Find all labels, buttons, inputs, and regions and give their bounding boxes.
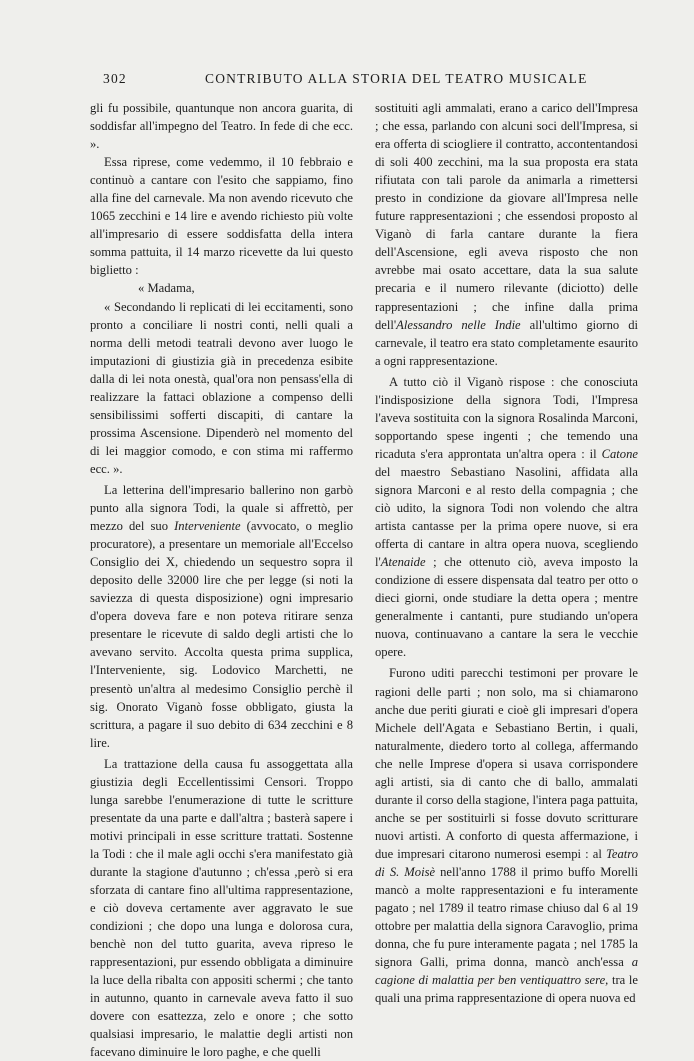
page-header [97,71,645,91]
italic-title: Catone [601,446,638,461]
italic-term: Teatro di S. Moisè [375,846,638,879]
paragraph: Essa riprese, come vedemmo, il 10 febbraio e continuò a cantare con l'esito che sappiamo, fino alla fine del carnevale. Ma non avendo ricevuto che 1065 zecchini e 14 lire e avendo richiesto più volte all'impresario di essere soddisfatta della intera somma pattuita, il 14 marzo ricevette da lui questo biglietto : [90,155,353,278]
paragraph: La letterina dell'impresario ballerino non garbò punto alla signora Todi, la quale si affrettò, per mezzo del suo Interveniente (avvocato, o meglio procuratore), a presentare un memoriale all'Eccelso Consiglio dei X, chiedendo un sequestro sopra il deposito delle 32000 lire che per legge (si noti la saviezza di questa disposizione) ogni impresario d'opera doveva fare e non poteva ritirare senza presentare le ricevute di saldo degli artisti che lo avevano servito. Accolta questa prima supplica, l'Interveniente, sig. Lodovico Marchetti, ne presentò un'altra al medesimo Consiglio perchè il sig. Onorato Viganò fosse obbligato, giusta la scrittura, a pagare il suo debito di 634 zecchini e 8 lire. [90,482,353,750]
paragraph: La trattazione della causa fu assoggettata alla giustizia degli Eccellentissimi Censori. Troppo lunga sarebbe l'enumerazione di tutte le scritture presentate da una parte e dall'altra ; basterà sapere i motivi principali in esse scritture trattati. Sostenne la Todi : che il male agli occhi s'era manifestato già durante la stagione d'autunno ; ch'essa ,però si era sforzata di cantare fino all'ultima rappresentazione, e ciò doveva certamente aver aggravato le sue condizioni ; che dopo una lunga e dolorosa cura, benchè non del tutto guarita, aveva ripreso le rappresentazioni, pur essendo obbligata a diminuire la luce della ribalta con appositi schermi ; che tanto in autunno, quanto in carnevale aveva fatto il suo dovere con esattezza, zelo e onore ; che sotto qualsiasi impresario, le malattie degli artisti non facevano diminuire le loro paghe, e che quelli [90,756,353,1060]
italic-term: Interveniente [174,519,241,534]
italic-title: Atenaide [380,555,426,570]
left-column [90,99,353,1061]
letter-salutation: « Madama, [138,281,195,296]
letter-body: « Secondando li replicati di lei eccitamenti, sono pronto a conciliare li nostri conti, nelli quali a norma delli metodi teatrali devono aver luogo le imputazioni di giustizia già in precedenza esibite dalla di lei nota onestà, qual'ora non pensass'ella di realizzare la fattaci oblazione a compenso delli sensibilissimi sofferti discapiti, di cantare la prossima Ascensione. Dipenderò nel momento del di lei maggior comodo, e con stima mi raffermo ecc. ». [90,299,353,476]
right-column [375,99,638,1007]
italic-title: Alessandro nelle Indie [396,317,521,332]
paragraph: gli fu possibile, quantunque non ancora guarita, di soddisfar all'impegno del Teatro. In fede di che ecc. ». [90,101,353,152]
paragraph: sostituiti agli ammalati, erano a carico dell'Impresa ; che essa, parlando con alcuni soci dell'Impresa, si era offerta di sciogliere il contratto, accontentandosi di soli 400 zecchini, ma la sua proposta era stata rifiutata con tali parole da animarla a rimettersi presto in condizione da giovare all'Impresa nelle future rappresentazioni ; che essendosi proposto al Viganò di farla cantare durante la fiera dell'Ascensione, egli aveva risposto che non avrebbe mai osato accettare, data la sua salute precaria e il numero rilevante (diciotto) delle rappresentazioni ; che infine dalla prima dell'Alessandro nelle Indie all'ultimo giorno di carnevale, il teatro era stato completamente esaurito a ogni rappresentazione. [375,101,638,368]
running-title: CONTRIBUTO ALLA STORIA DEL TEATRO MUSICALE [205,71,588,86]
italic-quote: a cagione di malattia per ben ventiquattro sere, [375,955,638,988]
paragraph: Furono uditi parecchi testimoni per provare le ragioni delle parti ; non solo, ma si chiamarono anche due periti giurati e cioè gli impresari d'opera Michele dell'Agata e Sebastiano Bertin, i quali, naturalmente, diedero torto al collega, affermando che nelle Imprese d'opera si usava corrispondere agli artisti, sia di canto che di ballo, ammalati durante il corso della stagione, l'intera paga pattuita, anche se per sostituirli si fosse dovuto scritturare nuovi artisti. A conforto di questa affermazione, i due impresari citarono numerosi esempi : al Teatro di S. Moisè nell'anno 1788 il primo buffo Morelli mancò a molte rappresentazioni e fu interamente pagato ; nel 1789 il teatro rimase chiuso dal 6 al 19 ottobre per malattia della signora Caravoglio, prima donna, che fu pure interamente pagata ; nel 1785 la signora Galli, prima donna, mancò anch'essa a cagione di malattia per ben ventiquattro sere, tra le quali una prima rappresentazione di opera nuova ed [375,666,638,1006]
page-number: 302 [103,71,127,86]
paragraph: A tutto ciò il Viganò rispose : che conosciuta l'indisposizione della signora Todi, l'Impresa l'aveva sostituita con la signora Rosalinda Marconi, sopportando spese ingenti ; che temendo una ricaduta s'era approntata un'altra opera : il Catone del maestro Sebastiano Nasolini, affidata alla signora Marconi e al resto della compagnia ; che ciò udito, la signora Todi non volendo che altra artista cantasse per la prima opere nuove, si era offerta di cantare in altra opera nuova, scegliendo l'Atenaide ; che ottenuto ciò, aveva imposto la condizione di essere dispensata dal teatro per otto o dieci giorni, onde studiare la detta opera ; mentre generalmente i cantanti, pure studiando un'opera nuova, continuavano a cantare la sera le vecchie opere. [375,374,638,660]
